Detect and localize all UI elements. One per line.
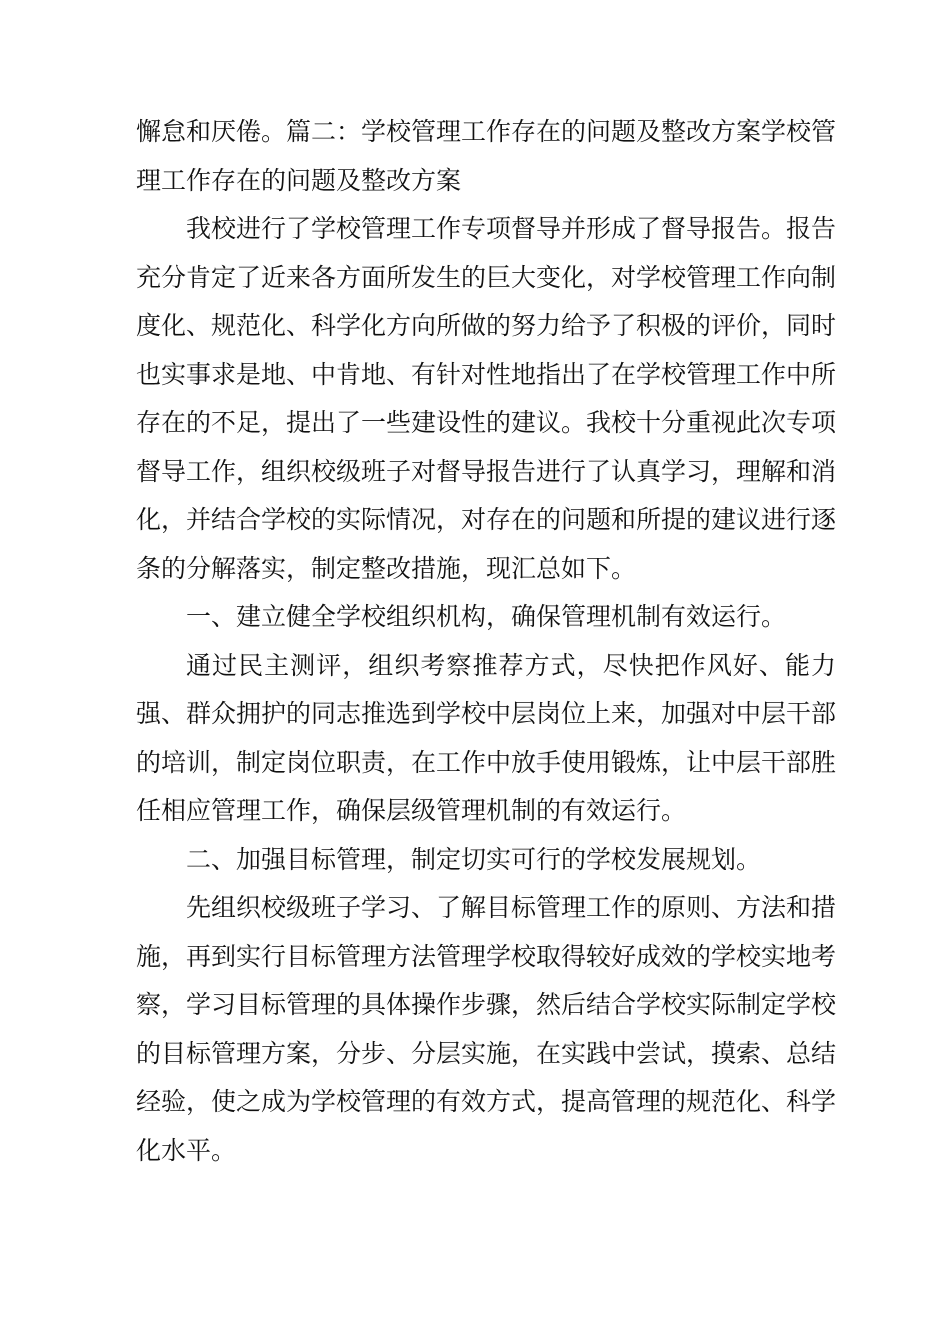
section-heading-2: 二、加强目标管理，制定切实可行的学校发展规划。 xyxy=(186,844,762,874)
document-body xyxy=(136,108,836,1175)
paragraph-section-2: 先组织校级班子学习、了解目标管理工作的原则、方法和措施，再到实行目标管理方法管理学校取得较好成效的学校实地考察，学习目标管理的具体操作步骤，然后结合学校实际制定学校的目标管理方案，分步、分层实施，在实践中尝试，摸索、总结经验，使之成为学校管理的有效方式，提高管理的规范化、科学化水平。 xyxy=(136,893,837,1165)
section-heading-1: 一、建立健全学校组织机构，确保管理机制有效运行。 xyxy=(186,602,787,631)
paragraph-continuation: 懈怠和厌倦。篇二：学校管理工作存在的问题及整改方案学校管理工作存在的问题及整改方案 xyxy=(136,117,837,195)
paragraph-section-1: 通过民主测评，组织考察推荐方式，尽快把作风好、能力强、群众拥护的同志推选到学校中层岗位上来，加强对中层干部的培训，制定岗位职责，在工作中放手使用锻炼，让中层干部胜任相应管理工作，确保层级管理机制的有效运行。 xyxy=(136,650,837,825)
paragraph-intro: 我校进行了学校管理工作专项督导并形成了督导报告。报告充分肯定了近来各方面所发生的巨大变化，对学校管理工作向制度化、规范化、科学化方向所做的努力给予了积极的评价，同时也实事求是地、中肯地、有针对性地指出了在学校管理工作中所存在的不足，提出了一些建设性的建议。我校十分重视此次专项督导工作，组织校级班子对督导报告进行了认真学习，理解和消化，并结合学校的实际情况，对存在的问题和所提的建议进行逐条的分解落实，制定整改措施，现汇总如下。 xyxy=(136,214,837,583)
